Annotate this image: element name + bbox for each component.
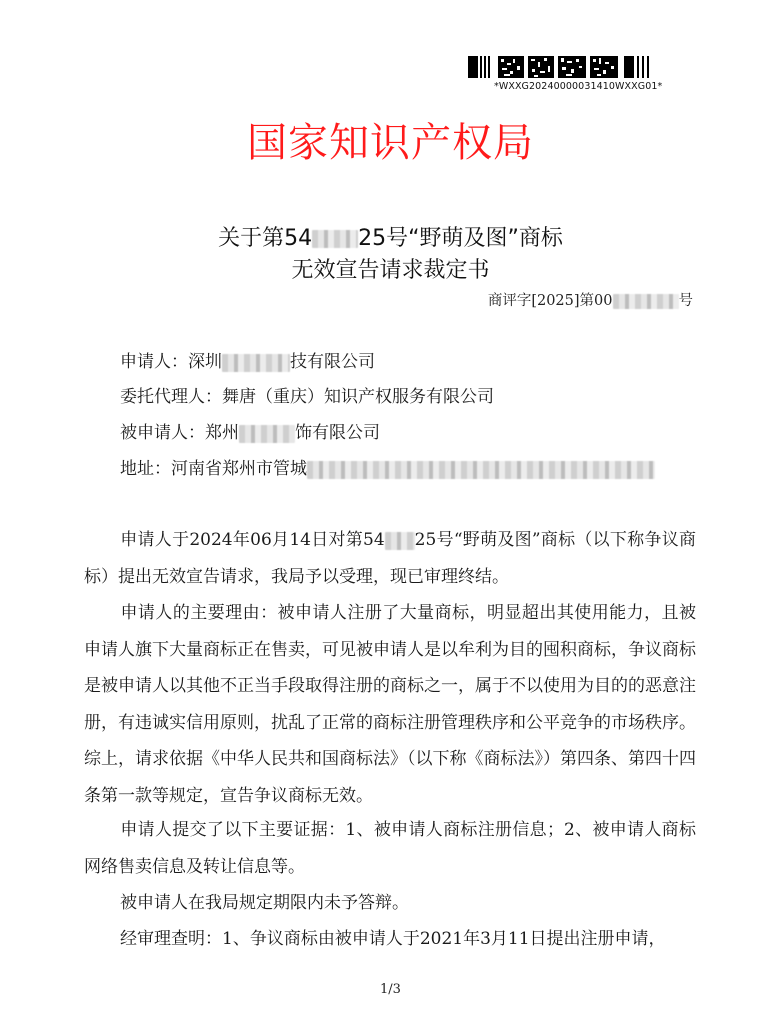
paragraph-no-reply <box>84 885 696 922</box>
respondent-suffix: 饰有限公司 <box>295 423 380 443</box>
document-title-line1 <box>0 224 781 254</box>
paragraph-request <box>84 522 696 595</box>
agent-label: 委托代理人： <box>120 387 222 407</box>
barcode-icon <box>468 54 668 80</box>
applicant-suffix: 技有限公司 <box>290 352 375 372</box>
agent-line <box>120 385 494 409</box>
p3-text: 申请人提交了以下主要证据：1、被申请人商标注册信息；2、被申请人商标网络售卖信息及转让信息等。 <box>84 820 696 877</box>
redacted-trademark-number <box>312 230 358 248</box>
agent-name: 舞唐（重庆）知识产权服务有限公司 <box>222 387 494 407</box>
applicant-line <box>120 350 375 374</box>
docno-suffix: 号 <box>678 293 693 309</box>
agency-name: 国家知识产权局 <box>247 120 534 166</box>
applicant-label: 申请人： <box>120 352 188 372</box>
p4-text: 被申请人在我局规定期限内未予答辩。 <box>120 893 409 913</box>
respondent-label: 被申请人： <box>120 423 205 443</box>
barcode-text: *WXXG20240000031410WXXG01* <box>494 81 663 92</box>
document-title-line2: 无效宣告请求裁定书 <box>291 258 490 283</box>
p1-suffix: 25号“野萌及图”商标（以下称争议商标）提出无效宣告请求，我局予以受理，现已审理终结。 <box>84 530 696 587</box>
p5-text: 经审理查明：1、争议商标由被申请人于2021年3月11日提出注册申请， <box>120 929 666 949</box>
paragraph-evidence <box>84 812 696 885</box>
address-label: 地址： <box>120 459 171 479</box>
redacted-respondent-name <box>239 425 295 443</box>
address-line <box>120 457 655 481</box>
paragraph-findings <box>84 921 696 958</box>
redacted-address <box>307 461 655 479</box>
redacted-applicant-name <box>222 354 290 372</box>
page-number: 1/3 <box>380 982 401 997</box>
redacted-doc-number <box>613 294 679 309</box>
paragraph-applicant-reasons <box>84 595 696 814</box>
redacted-trademark-number <box>385 532 415 550</box>
applicant-prefix: 深圳 <box>188 352 222 372</box>
p2-text: 申请人的主要理由：被申请人注册了大量商标，明显超出其使用能力，且被申请人旗下大量商标正在售卖，可见被申请人是以牟利为目的囤积商标，争议商标是被申请人以其他不正当手段取得注册的商标之一，属于不以使用为目的的恶意注册，有违诚实信用原则，扰乱了正常的商标注册管理秩序和公平竞争的市场秩序。综上，请求依据《中华人民共和国商标法》（以下称《商标法》）第四条、第四十四条第一款等规定，宣告争议商标无效。 <box>84 603 696 806</box>
p1-prefix: 申请人于2024年06月14日对第54 <box>120 530 385 550</box>
barcode-2d <box>468 54 668 80</box>
title-prefix: 关于第54 <box>218 226 313 251</box>
docno-prefix: 商评字[2025]第00 <box>487 293 613 309</box>
respondent-line <box>120 421 380 445</box>
title-suffix: 25号“野萌及图”商标 <box>358 226 563 251</box>
document-number <box>488 289 693 310</box>
address-prefix: 河南省郑州市管城 <box>171 459 307 479</box>
respondent-prefix: 郑州 <box>205 423 239 443</box>
